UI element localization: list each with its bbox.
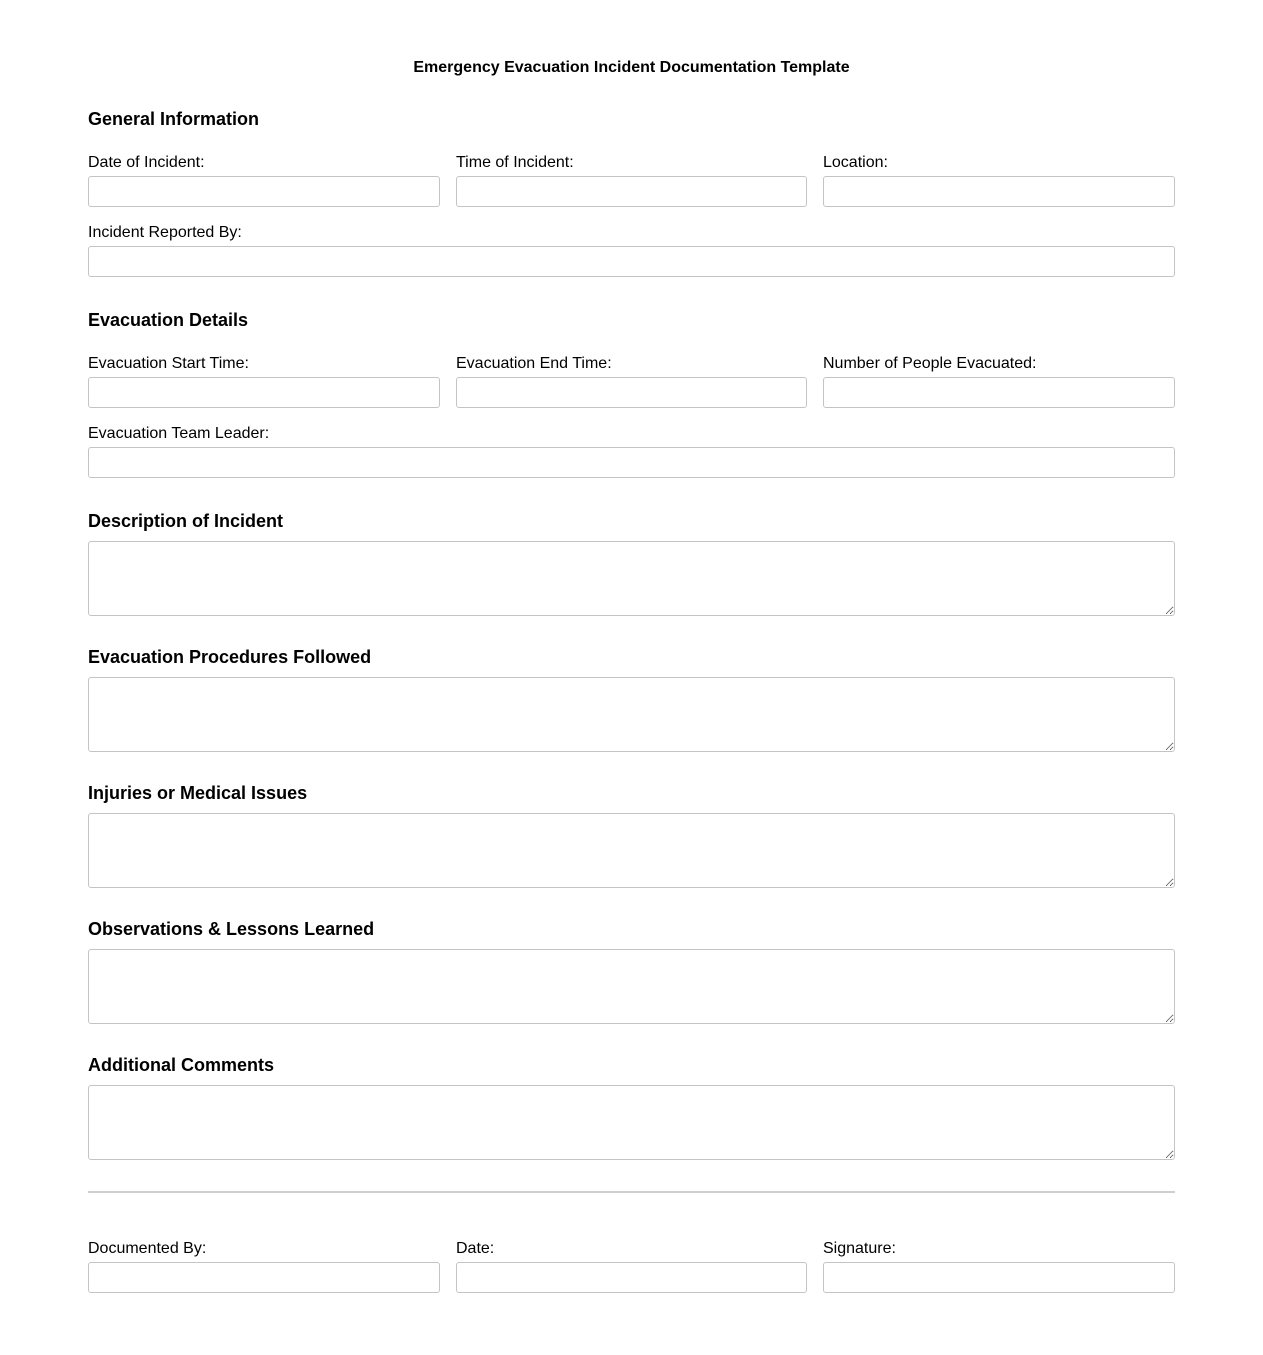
section-heading-comments: Additional Comments: [88, 1055, 275, 1075]
signature-input[interactable]: [823, 1262, 1175, 1293]
documented-by-label: Documented By:: [88, 1240, 207, 1257]
section-heading-procedures: Evacuation Procedures Followed: [88, 647, 372, 667]
injuries-textarea[interactable]: [88, 813, 1175, 888]
procedures-textarea[interactable]: [88, 677, 1175, 752]
evacuation-start-time-input[interactable]: [88, 377, 440, 408]
section-heading-general: General Information: [88, 109, 260, 129]
people-evacuated-input[interactable]: [823, 377, 1175, 408]
section-divider: [88, 1191, 1175, 1193]
section-heading-injuries: Injuries or Medical Issues: [88, 783, 308, 803]
description-textarea[interactable]: [88, 541, 1175, 616]
incident-reported-by-input[interactable]: [88, 246, 1175, 277]
time-of-incident-input[interactable]: [456, 176, 807, 207]
page-title: Emergency Evacuation Incident Documentation Template: [413, 59, 850, 76]
date-of-incident-label: Date of Incident:: [88, 154, 205, 171]
evacuation-end-time-label: Evacuation End Time:: [456, 355, 612, 372]
evacuation-start-time-label: Evacuation Start Time:: [88, 355, 249, 372]
signature-label: Signature:: [823, 1240, 896, 1257]
comments-textarea[interactable]: [88, 1085, 1175, 1160]
footer-date-input[interactable]: [456, 1262, 807, 1293]
date-of-incident-input[interactable]: [88, 176, 440, 207]
footer-date-label: Date:: [456, 1240, 495, 1257]
location-input[interactable]: [823, 176, 1175, 207]
time-of-incident-label: Time of Incident:: [456, 154, 574, 171]
section-heading-description: Description of Incident: [88, 511, 284, 531]
evacuation-team-leader-label: Evacuation Team Leader:: [88, 425, 270, 442]
section-heading-evacuation: Evacuation Details: [88, 310, 249, 330]
people-evacuated-label: Number of People Evacuated:: [823, 355, 1037, 372]
documented-by-input[interactable]: [88, 1262, 440, 1293]
evacuation-end-time-input[interactable]: [456, 377, 807, 408]
evacuation-team-leader-input[interactable]: [88, 447, 1175, 478]
location-label: Location:: [823, 154, 888, 171]
section-heading-observations: Observations & Lessons Learned: [88, 919, 375, 939]
incident-reported-by-label: Incident Reported By:: [88, 224, 242, 241]
observations-textarea[interactable]: [88, 949, 1175, 1024]
